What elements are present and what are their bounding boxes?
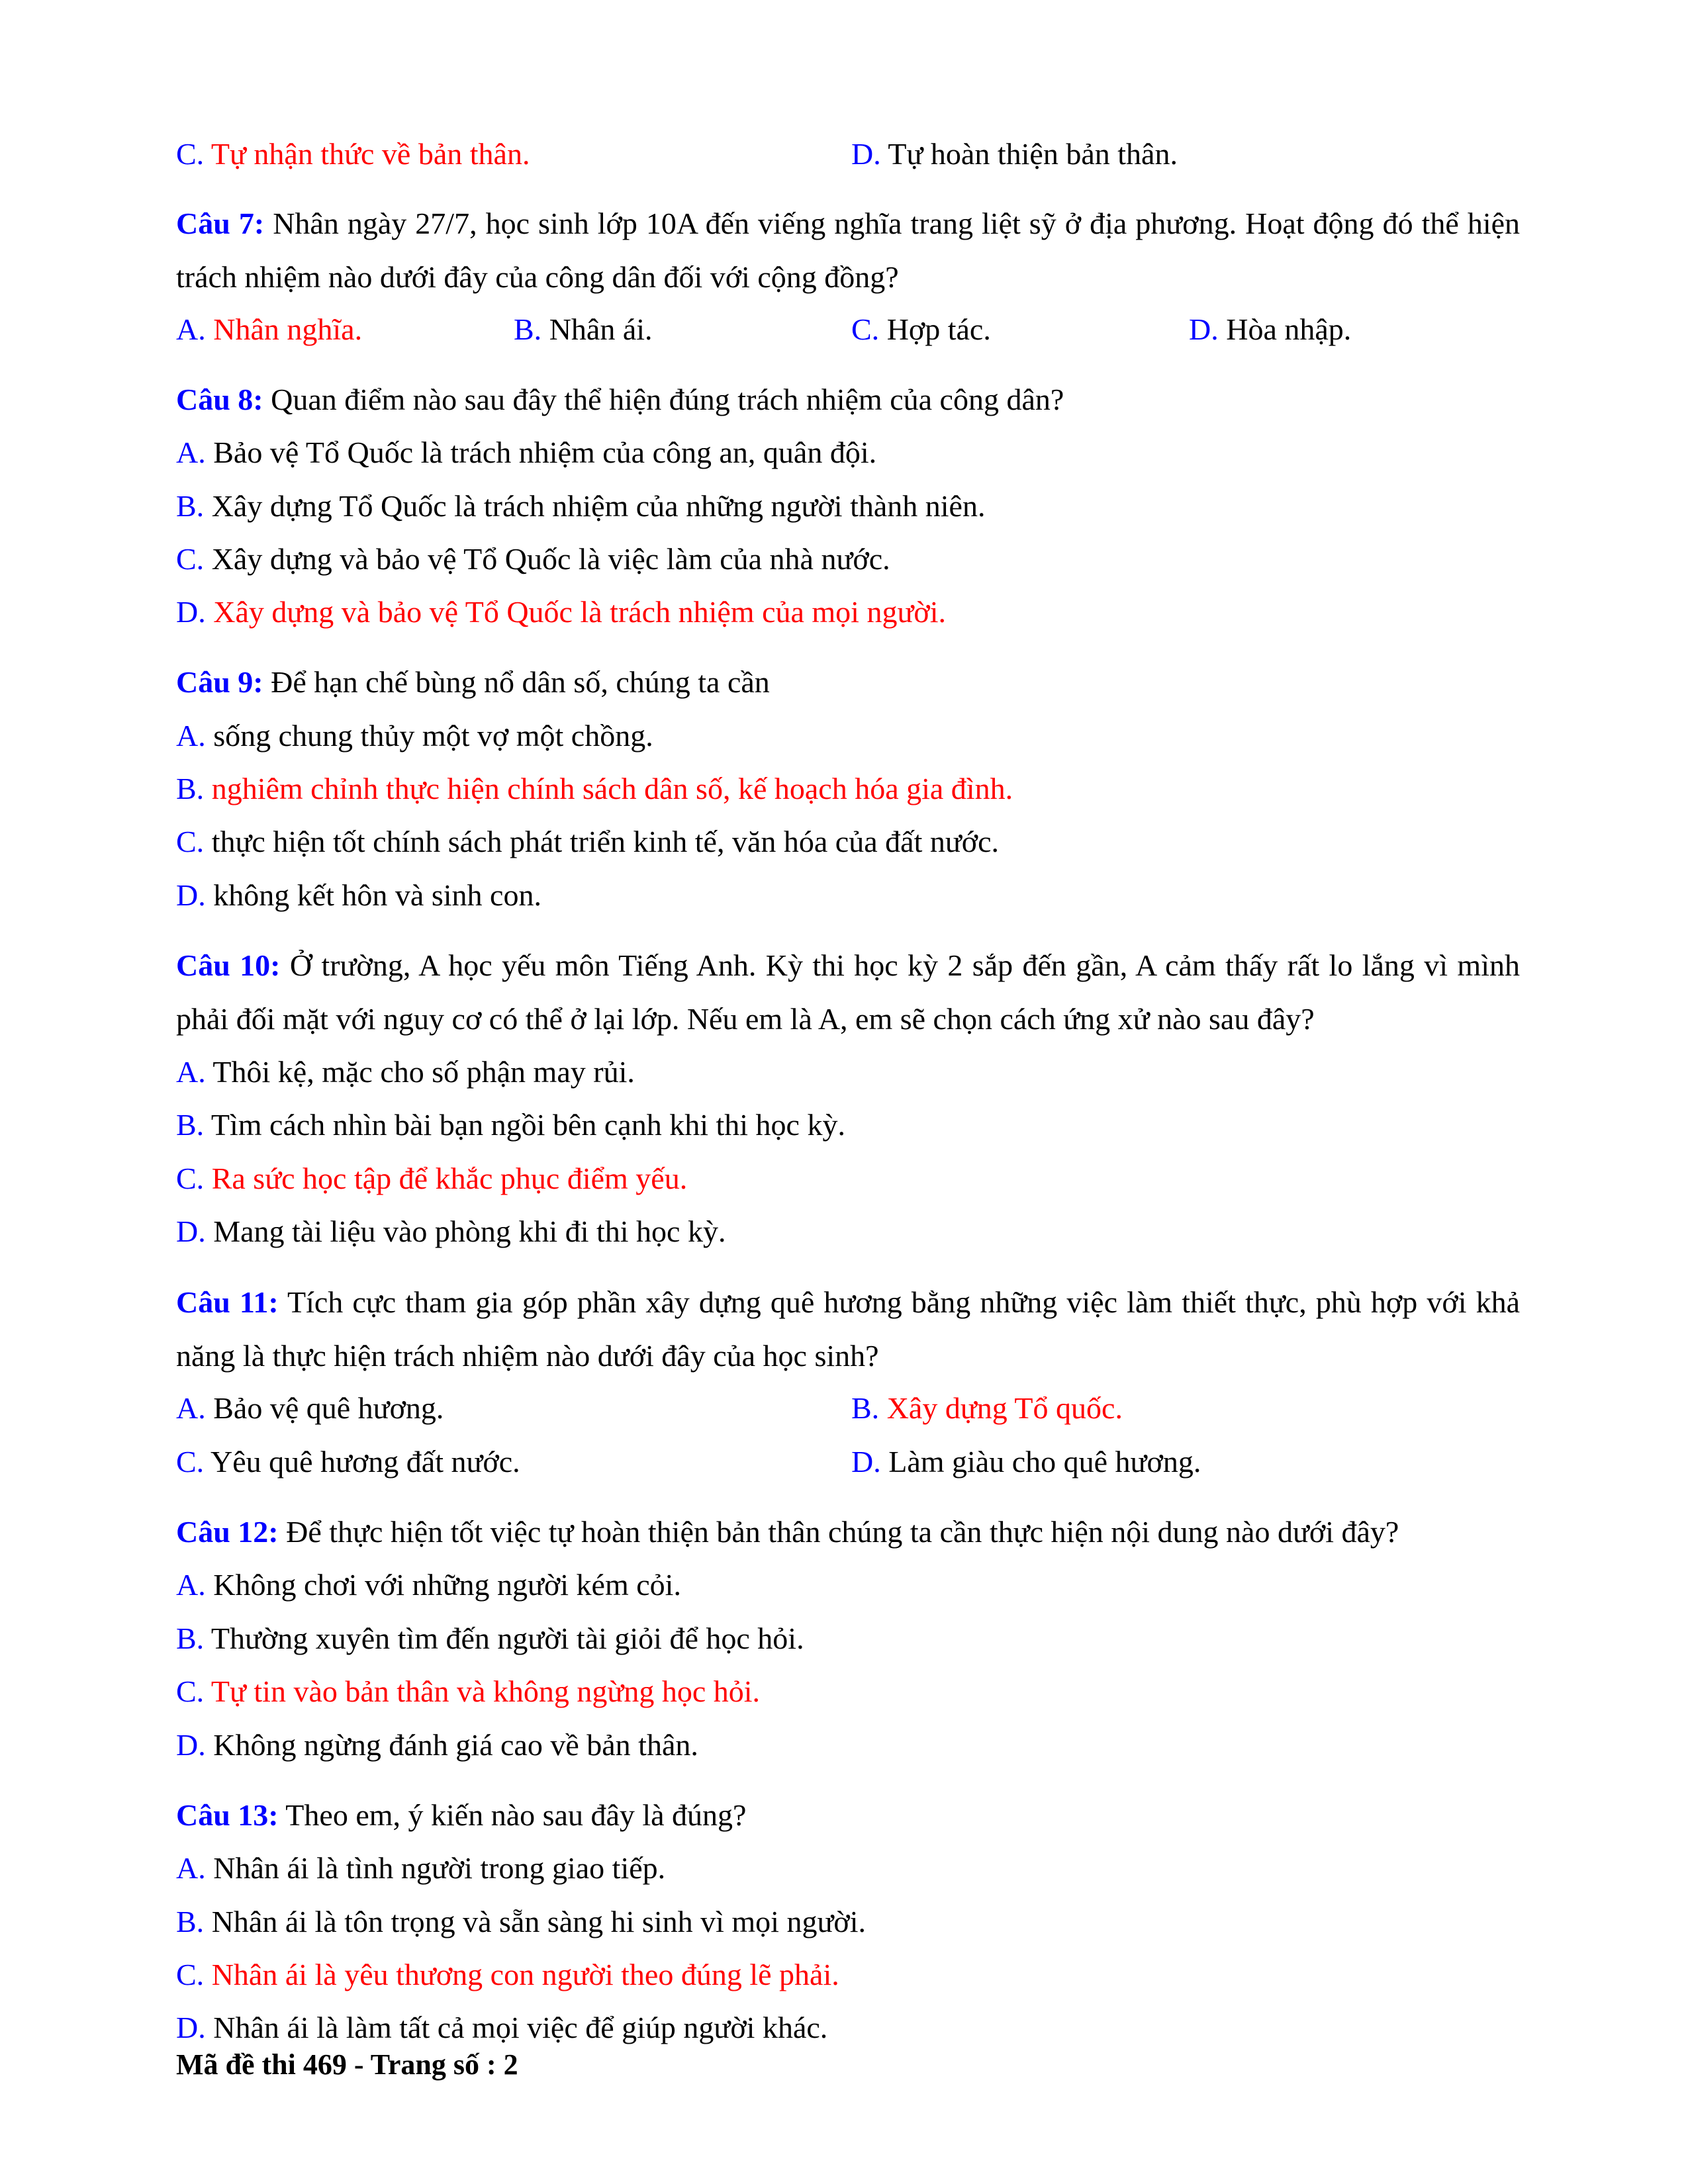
question-label: Câu 12: xyxy=(176,1515,279,1549)
option-text: Hợp tác. xyxy=(886,312,991,346)
option-label: A. xyxy=(176,1851,206,1885)
option-text: Xây dựng và bảo vệ Tổ Quốc là việc làm của nhà nước. xyxy=(211,542,890,576)
option-text: Xây dựng Tổ Quốc là trách nhiệm của những người thành niên. xyxy=(211,489,986,523)
option-label: C. xyxy=(851,312,880,346)
option-label: A. xyxy=(176,1391,206,1425)
option-text: Nhân ái là tôn trọng và sẵn sàng hi sinh vì mọi người. xyxy=(211,1905,866,1938)
option-text: Nhân ái là tình người trong giao tiếp. xyxy=(213,1851,666,1885)
q7-option-b xyxy=(514,311,653,348)
question-9 xyxy=(176,664,770,701)
question-text: Tích cực tham gia góp phần xây dựng quê hương bằng những việc làm thiết thực, phù hợp với khả năng là thực hiện trách nhiệm nào dưới đây của học sinh? xyxy=(176,1285,1520,1373)
option-label: C. xyxy=(176,1674,205,1708)
q12-option-b xyxy=(176,1620,804,1657)
option-text: Tự nhận thức về bản thân. xyxy=(211,137,530,171)
q12-option-a xyxy=(176,1567,681,1604)
question-text: Theo em, ý kiến nào sau đây là đúng? xyxy=(285,1798,747,1832)
q6-option-d xyxy=(851,136,1178,173)
option-text: Làm giàu cho quê hương. xyxy=(888,1445,1201,1479)
option-label: B. xyxy=(176,1621,205,1655)
q10-option-a xyxy=(176,1054,635,1091)
q13-option-b xyxy=(176,1903,866,1940)
option-text: Tự hoàn thiện bản thân. xyxy=(888,137,1178,171)
option-text: Ra sức học tập để khắc phục điểm yếu. xyxy=(211,1161,688,1195)
q13-option-d xyxy=(176,2009,827,2046)
q7-option-d xyxy=(1189,311,1351,348)
option-text: Nhân nghĩa. xyxy=(213,312,363,346)
option-label: B. xyxy=(851,1391,880,1425)
option-text: Không ngừng đánh giá cao về bản thân. xyxy=(213,1728,698,1762)
question-label: Câu 9: xyxy=(176,665,263,699)
q8-option-a xyxy=(176,434,876,471)
question-label: Câu 11: xyxy=(176,1285,279,1319)
option-text: nghiêm chỉnh thực hiện chính sách dân số, kế hoạch hóa gia đình. xyxy=(211,772,1013,805)
option-text: Thường xuyên tìm đến người tài giỏi để học hỏi. xyxy=(211,1621,804,1655)
option-label: D. xyxy=(176,878,206,912)
option-label: B. xyxy=(176,1108,205,1142)
q9-option-b xyxy=(176,770,1013,807)
question-10 xyxy=(176,938,1520,1046)
option-label: D. xyxy=(1189,312,1219,346)
question-label: Câu 13: xyxy=(176,1798,279,1832)
option-label: C. xyxy=(176,1958,205,1991)
q8-option-c xyxy=(176,541,890,578)
question-label: Câu 8: xyxy=(176,383,263,416)
option-label: D. xyxy=(851,1445,881,1479)
option-label: D. xyxy=(851,137,881,171)
q8-option-b xyxy=(176,488,985,525)
q11-option-b xyxy=(851,1390,1123,1427)
option-text: Tìm cách nhìn bài bạn ngồi bên cạnh khi thi học kỳ. xyxy=(211,1108,845,1142)
option-label: A. xyxy=(176,1055,206,1089)
option-text: thực hiện tốt chính sách phát triển kinh tế, văn hóa của đất nước. xyxy=(211,825,1000,858)
option-text: Bảo vệ quê hương. xyxy=(213,1391,444,1425)
option-label: B. xyxy=(514,312,542,346)
option-text: Tự tin vào bản thân và không ngừng học hỏi. xyxy=(211,1674,761,1708)
q9-option-d xyxy=(176,877,541,914)
option-label: C. xyxy=(176,1445,205,1479)
option-text: không kết hôn và sinh con. xyxy=(213,878,541,912)
question-label: Câu 7: xyxy=(176,206,265,240)
question-label: Câu 10: xyxy=(176,948,281,982)
q12-option-c xyxy=(176,1673,760,1710)
page-footer: Mã đề thi 469 - Trang số : 2 xyxy=(176,2048,518,2081)
option-text: Xây dựng Tổ quốc. xyxy=(886,1391,1123,1425)
q8-option-d xyxy=(176,594,946,631)
question-7 xyxy=(176,197,1520,304)
q11-option-a xyxy=(176,1390,444,1427)
question-text: Nhân ngày 27/7, học sinh lớp 10A đến viếng nghĩa trang liệt sỹ ở địa phương. Hoạt động đó thể hiện trách nhiệm nào dưới đây của công dân đối với cộng đồng? xyxy=(176,206,1521,294)
q11-option-d xyxy=(851,1443,1201,1480)
option-label: B. xyxy=(176,489,205,523)
q11-option-c xyxy=(176,1443,520,1480)
option-label: B. xyxy=(176,1905,205,1938)
option-label: B. xyxy=(176,772,205,805)
question-8 xyxy=(176,381,1064,418)
option-text: Hòa nhập. xyxy=(1226,312,1352,346)
option-text: Nhân ái là yêu thương con người theo đúng lẽ phải. xyxy=(211,1958,839,1991)
option-label: A. xyxy=(176,312,206,346)
option-label: A. xyxy=(176,719,206,752)
question-11 xyxy=(176,1275,1520,1383)
option-label: C. xyxy=(176,542,205,576)
option-text: Nhân ái. xyxy=(549,312,653,346)
option-text: sống chung thủy một vợ một chồng. xyxy=(213,719,653,752)
q10-option-c xyxy=(176,1160,687,1197)
option-label: A. xyxy=(176,1568,206,1602)
option-label: D. xyxy=(176,1728,206,1762)
option-text: Thôi kệ, mặc cho số phận may rủi. xyxy=(212,1055,635,1089)
option-label: C. xyxy=(176,825,205,858)
question-text: Ở trường, A học yếu môn Tiếng Anh. Kỳ thi học kỳ 2 sắp đến gần, A cảm thấy rất lo lắng vì mình phải đối mặt với nguy cơ có thể ở lại lớp. Nếu em là A, em sẽ chọn cách ứng xử nào sau đây? xyxy=(176,948,1520,1036)
q13-option-a xyxy=(176,1850,665,1887)
option-text: Yêu quê hương đất nước. xyxy=(210,1445,520,1479)
option-text: Nhân ái là làm tất cả mọi việc để giúp người khác. xyxy=(213,2011,828,2044)
option-label: D. xyxy=(176,2011,206,2044)
option-text: Xây dựng và bảo vệ Tổ Quốc là trách nhiệm của mọi người. xyxy=(213,595,946,629)
option-label: C. xyxy=(176,137,205,171)
q13-option-c xyxy=(176,1956,839,1993)
option-label: A. xyxy=(176,435,206,469)
option-label: C. xyxy=(176,1161,205,1195)
q7-option-a xyxy=(176,311,362,348)
q10-option-d xyxy=(176,1213,726,1250)
question-13 xyxy=(176,1797,746,1834)
option-text: Bảo vệ Tổ Quốc là trách nhiệm của công an, quân đội. xyxy=(213,435,877,469)
q9-option-a xyxy=(176,717,653,754)
option-label: D. xyxy=(176,1214,206,1248)
q9-option-c xyxy=(176,823,999,860)
question-12 xyxy=(176,1514,1399,1551)
option-text: Mang tài liệu vào phòng khi đi thi học kỳ. xyxy=(213,1214,726,1248)
question-text: Quan điểm nào sau đây thể hiện đúng trách nhiệm của công dân? xyxy=(271,383,1064,416)
question-text: Để thực hiện tốt việc tự hoàn thiện bản thân chúng ta cần thực hiện nội dung nào dưới đây? xyxy=(286,1515,1399,1549)
q12-option-d xyxy=(176,1727,698,1764)
q10-option-b xyxy=(176,1107,845,1144)
q6-option-c xyxy=(176,136,530,173)
question-text: Để hạn chế bùng nổ dân số, chúng ta cần xyxy=(271,665,770,699)
q7-option-c xyxy=(851,311,991,348)
option-label: D. xyxy=(176,595,206,629)
option-text: Không chơi với những người kém cỏi. xyxy=(213,1568,681,1602)
